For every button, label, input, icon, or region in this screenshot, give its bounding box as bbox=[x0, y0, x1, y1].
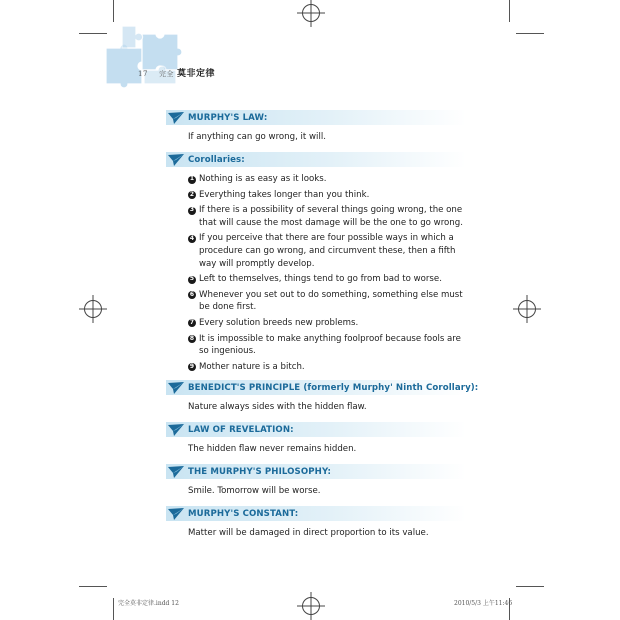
number-badge: 1 bbox=[189, 175, 195, 183]
paper-plane-icon bbox=[168, 382, 184, 394]
number-badge: 7 bbox=[189, 319, 195, 327]
list-item bbox=[188, 333, 466, 358]
list-item-text: Whenever you set out to do something, something else must be done first. bbox=[199, 289, 463, 313]
corollary-list bbox=[166, 173, 466, 373]
section-murphys-constant bbox=[166, 506, 466, 539]
section-title: THE MURPHY'S PHILOSOPHY: bbox=[188, 466, 332, 477]
number-badge: 2 bbox=[189, 190, 195, 198]
number-badge: 4 bbox=[189, 234, 195, 242]
list-item bbox=[188, 317, 466, 330]
section-heading bbox=[166, 422, 466, 437]
section-benedicts-principle bbox=[166, 380, 479, 413]
number-badge: 9 bbox=[189, 362, 195, 370]
list-item bbox=[188, 273, 466, 286]
list-item bbox=[188, 189, 466, 202]
header-title-prefix: 完全 bbox=[158, 70, 174, 78]
crop-mark bbox=[516, 33, 544, 34]
running-header bbox=[138, 66, 215, 79]
paper-plane-icon bbox=[168, 508, 184, 520]
list-item bbox=[188, 173, 466, 186]
page-number: 17 bbox=[138, 70, 148, 78]
section-text: Smile. Tomorrow will be worse. bbox=[188, 486, 321, 497]
section-text: Matter will be damaged in direct proportion to its value. bbox=[188, 528, 429, 539]
header-title: 莫非定律 bbox=[177, 69, 216, 79]
section-title: MURPHY'S LAW: bbox=[188, 112, 268, 123]
list-item-text: If you perceive that there are four possible ways in which a procedure can go wrong, and circumvent these, then a fifth way will promptly develop. bbox=[199, 233, 456, 269]
list-item-text: Every solution breeds new problems. bbox=[199, 317, 359, 328]
section-corollaries bbox=[166, 152, 466, 373]
list-item-text: If there is a possibility of several things going wrong, the one that will cause the most damage will be the one to go wrong. bbox=[199, 205, 463, 228]
paper-plane-icon bbox=[168, 154, 184, 166]
section-text: Nature always sides with the hidden flaw. bbox=[188, 402, 367, 413]
crop-mark bbox=[79, 586, 107, 587]
section-heading bbox=[166, 464, 466, 479]
number-badge: 5 bbox=[189, 275, 195, 283]
list-item-text: Nothing is as easy as it looks. bbox=[199, 174, 327, 184]
section-murphys-philosophy bbox=[166, 464, 466, 497]
list-item bbox=[188, 361, 466, 374]
footer-file-name: 完全莫非定律.indd 12 bbox=[118, 600, 179, 607]
section-text: The hidden flaw never remains hidden. bbox=[188, 444, 357, 455]
number-badge: 6 bbox=[189, 290, 195, 298]
section-title: LAW OF REVELATION: bbox=[188, 424, 294, 435]
list-item bbox=[188, 232, 466, 270]
crop-mark bbox=[516, 586, 544, 587]
paper-plane-icon bbox=[168, 466, 184, 478]
puzzle-decoration-icon bbox=[104, 26, 186, 92]
crop-mark bbox=[509, 0, 510, 22]
registration-mark-icon bbox=[518, 300, 536, 318]
number-badge: 3 bbox=[189, 206, 195, 214]
footer-timestamp: 2010/5/3 上午11:46 bbox=[454, 600, 513, 607]
list-item-text: It is impossible to make anything foolproof because fools are so ingenious. bbox=[199, 333, 461, 357]
number-badge: 8 bbox=[189, 334, 195, 342]
section-title: MURPHY'S CONSTANT: bbox=[188, 508, 299, 519]
crop-mark bbox=[113, 598, 114, 620]
section-heading bbox=[166, 152, 466, 167]
list-item bbox=[188, 204, 466, 229]
paper-plane-icon bbox=[168, 112, 184, 124]
section-heading bbox=[166, 380, 479, 395]
list-item-text: Everything takes longer than you think. bbox=[199, 189, 370, 200]
section-heading bbox=[166, 110, 466, 125]
section-murphys-law bbox=[166, 110, 466, 143]
section-text: If anything can go wrong, it will. bbox=[188, 132, 326, 142]
list-item bbox=[188, 289, 466, 314]
section-law-of-revelation bbox=[166, 422, 466, 455]
section-title: Corollaries: bbox=[188, 154, 245, 165]
registration-mark-icon bbox=[84, 300, 102, 318]
crop-mark bbox=[113, 0, 114, 22]
page-content bbox=[166, 110, 479, 548]
section-heading bbox=[166, 506, 466, 521]
list-item-text: Mother nature is a bitch. bbox=[199, 361, 305, 372]
registration-mark-icon bbox=[302, 4, 320, 22]
list-item-text: Left to themselves, things tend to go from bad to worse. bbox=[199, 274, 442, 285]
crop-mark bbox=[79, 33, 107, 34]
registration-mark-icon bbox=[302, 597, 320, 615]
paper-plane-icon bbox=[168, 424, 184, 436]
section-title: BENEDICT'S PRINCIPLE (formerly Murphy' Ninth Corollary): bbox=[188, 382, 479, 393]
